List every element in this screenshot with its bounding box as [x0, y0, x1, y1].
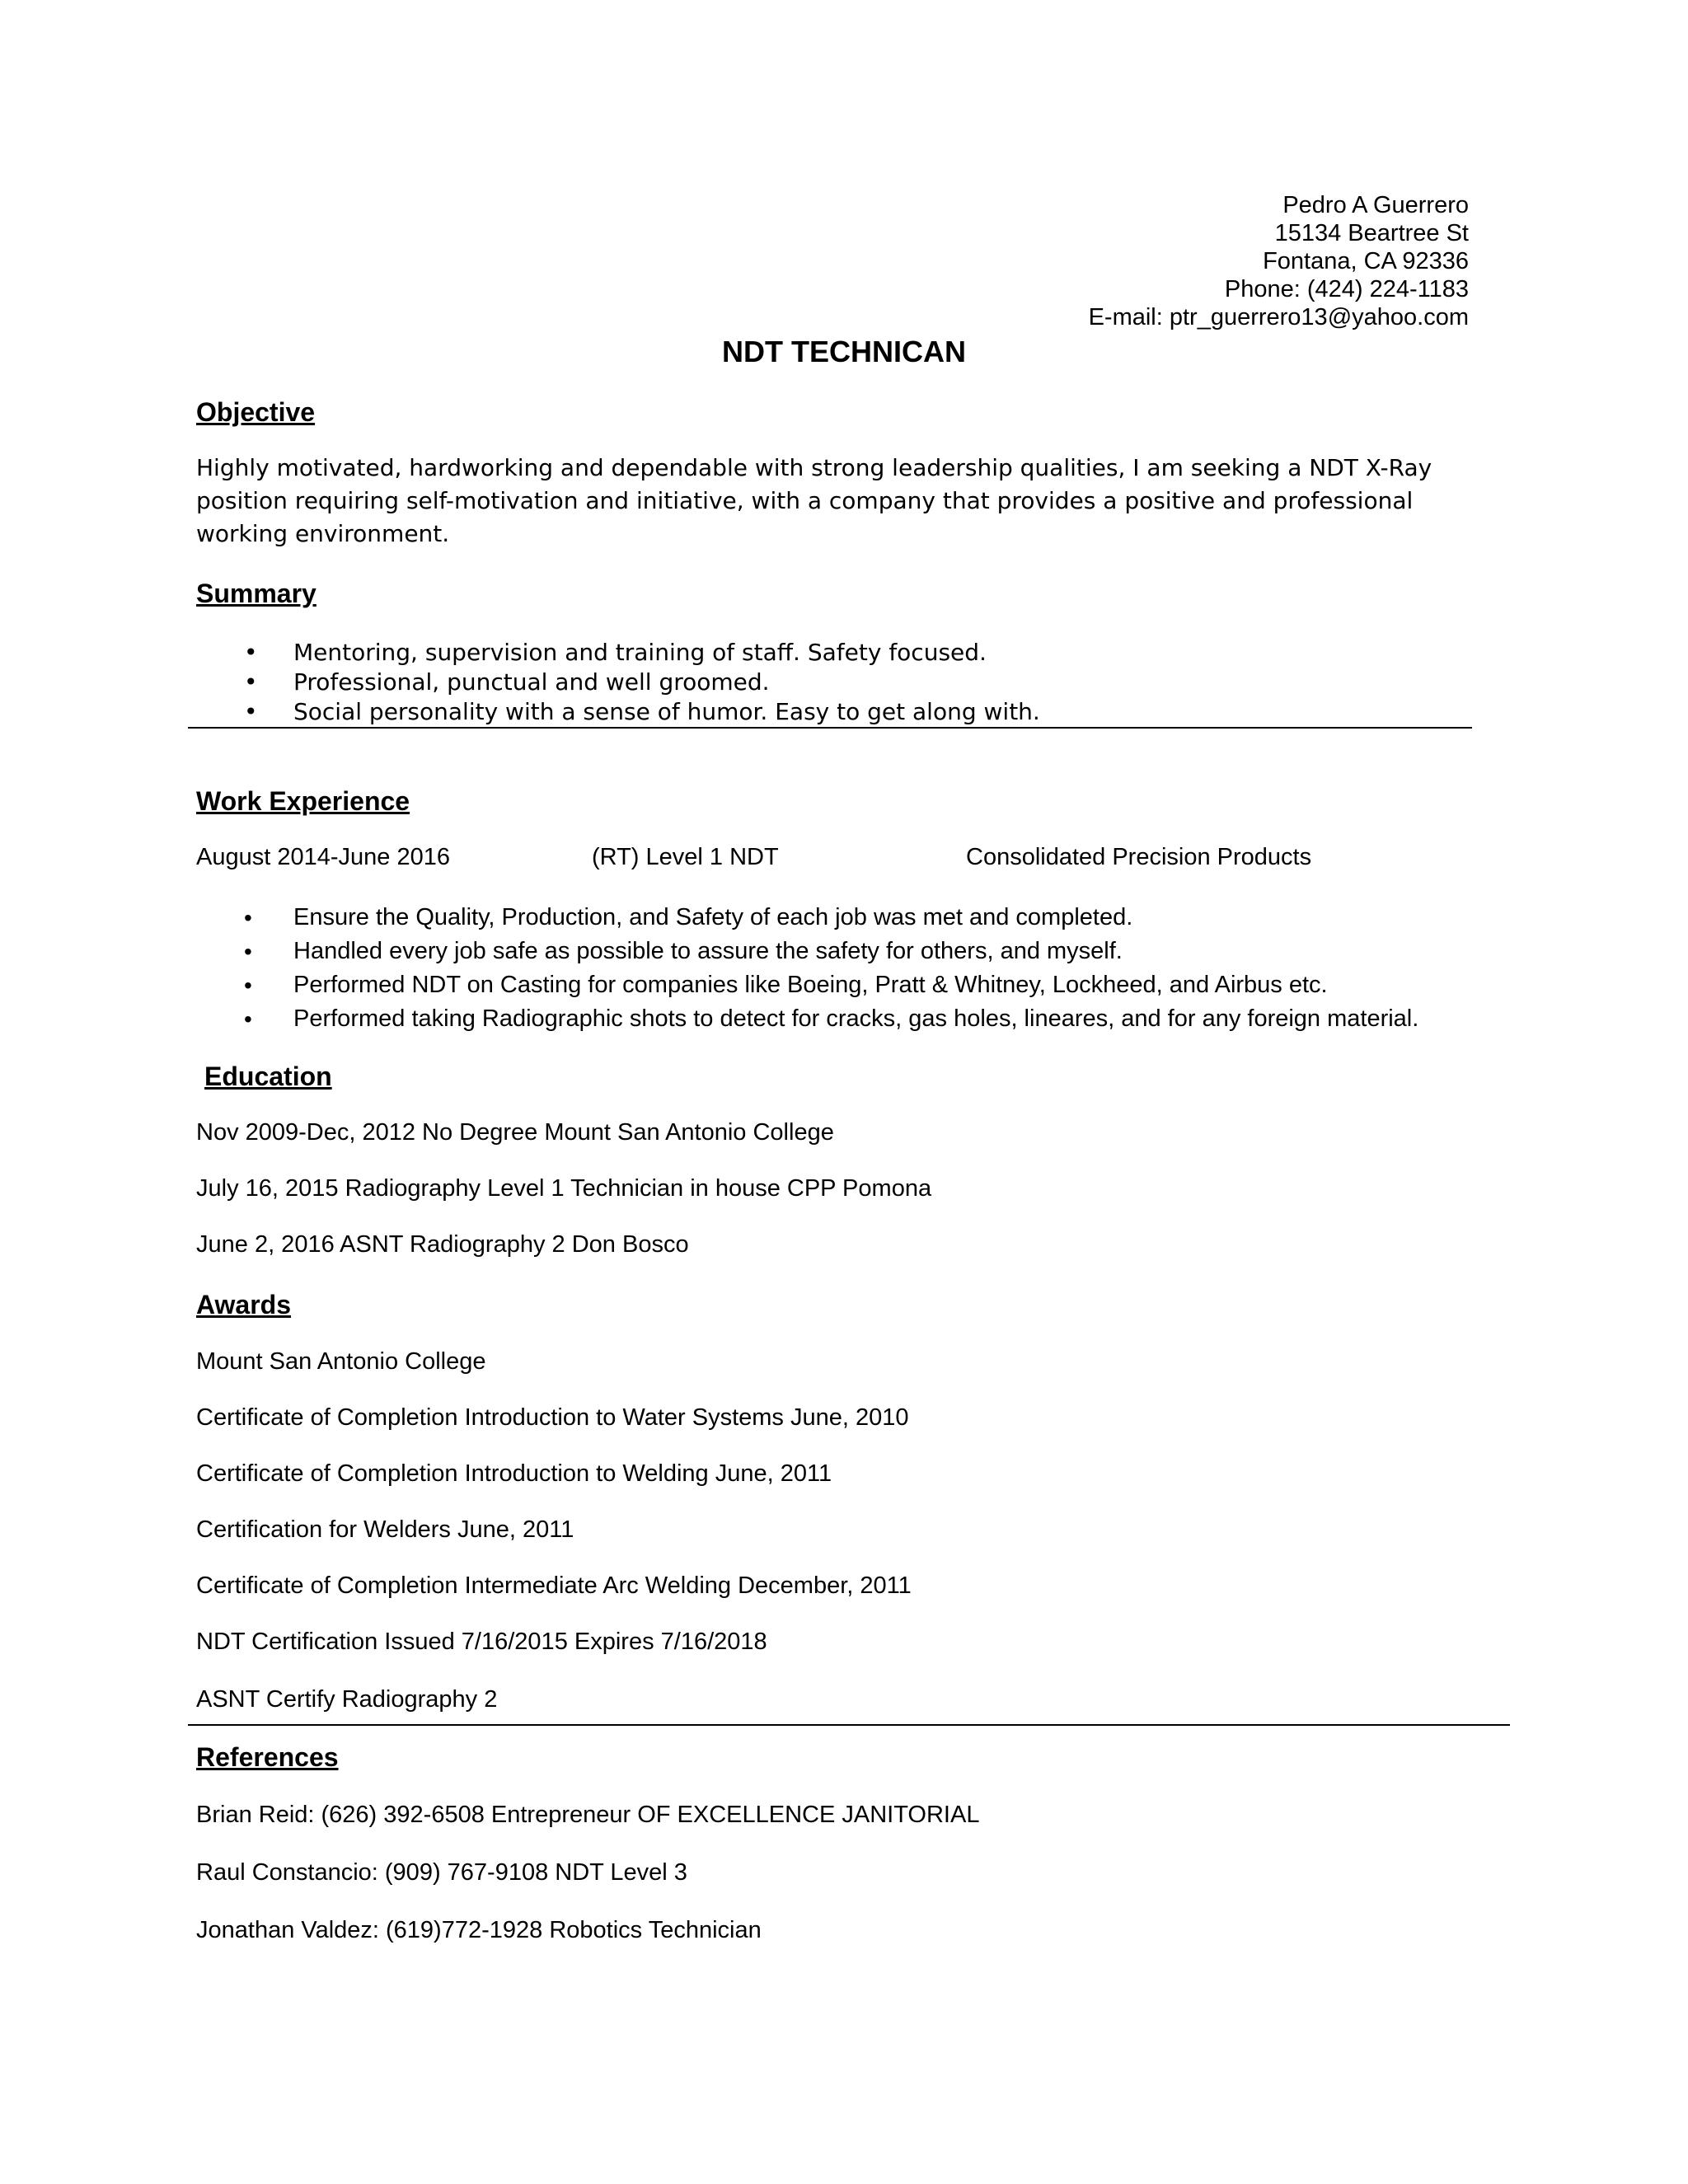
education-item: Nov 2009-Dec, 2012 No Degree Mount San Antonio College	[196, 1119, 834, 1146]
divider	[188, 727, 1472, 729]
references-heading: References	[196, 1742, 339, 1772]
award-item: NDT Certification Issued 7/16/2015 Expires 7/16/2018	[196, 1629, 767, 1655]
awards-heading: Awards	[196, 1290, 292, 1319]
list-item: • Performed NDT on Casting for companies like Boeing, Pratt & Whitney, Lockheed, and Airbus etc.	[244, 972, 1328, 998]
contact-block	[1089, 191, 1469, 331]
work-company: Consolidated Precision Products	[966, 844, 1312, 870]
education-heading: Education	[204, 1062, 332, 1091]
list-item: • Performed taking Radiographic shots to detect for cracks, gas holes, lineares, and for any foreign material.	[244, 1005, 1419, 1032]
contact-email: E-mail: ptr_guerrero13@yahoo.com	[1088, 304, 1469, 330]
summary-list	[0, 638, 1040, 727]
contact-name: Pedro A Guerrero	[1282, 192, 1469, 218]
list-item: • Handled every job safe as possible to assure the safety for others, and myself.	[244, 938, 1123, 964]
work-dates: August 2014-June 2016	[196, 844, 450, 870]
list-item: • Professional, punctual and well groomed.	[244, 668, 770, 696]
contact-city: Fontana, CA 92336	[1263, 248, 1469, 274]
work-heading: Work Experience	[196, 786, 410, 816]
list-item: • Social personality with a sense of humor. Easy to get along with.	[244, 698, 1040, 725]
work-list	[0, 901, 1418, 1036]
objective-text: Highly motivated, hardworking and dependable with strong leadership qualities, I am seeking a NDT X-Ray position requiring self-motivation and initiative, with a company that provides a positive and professional working environment.	[196, 454, 1432, 547]
contact-street: 15134 Beartree St	[1274, 220, 1469, 246]
resume-title: NDT TECHNICAN	[722, 335, 966, 368]
award-item: Certificate of Completion Introduction to Water Systems June, 2010	[196, 1404, 909, 1431]
work-position: (RT) Level 1 NDT	[592, 844, 779, 870]
reference-item: Jonathan Valdez: (619)772-1928 Robotics Technician	[196, 1917, 762, 1943]
award-item: ASNT Certify Radiography 2	[196, 1686, 498, 1713]
reference-item: Brian Reid: (626) 392-6508 Entrepreneur OF EXCELLENCE JANITORIAL	[196, 1802, 980, 1828]
list-item: • Ensure the Quality, Production, and Safety of each job was met and completed.	[244, 904, 1133, 930]
education-item: July 16, 2015 Radiography Level 1 Technician in house CPP Pomona	[196, 1175, 932, 1202]
award-item: Certificate of Completion Introduction to Welding June, 2011	[196, 1460, 832, 1487]
education-item: June 2, 2016 ASNT Radiography 2 Don Bosco	[196, 1231, 689, 1258]
list-item: • Mentoring, supervision and training of staff. Safety focused.	[244, 639, 987, 666]
award-item: Certificate of Completion Intermediate Arc Welding December, 2011	[196, 1572, 912, 1599]
contact-phone: Phone: (424) 224-1183	[1224, 276, 1469, 302]
objective-heading: Objective	[196, 397, 316, 427]
reference-item: Raul Constancio: (909) 767-9108 NDT Level 3	[196, 1859, 687, 1886]
divider	[188, 1724, 1510, 1726]
summary-heading: Summary	[196, 579, 316, 608]
award-item: Certification for Welders June, 2011	[196, 1516, 574, 1543]
award-item: Mount San Antonio College	[196, 1348, 486, 1375]
